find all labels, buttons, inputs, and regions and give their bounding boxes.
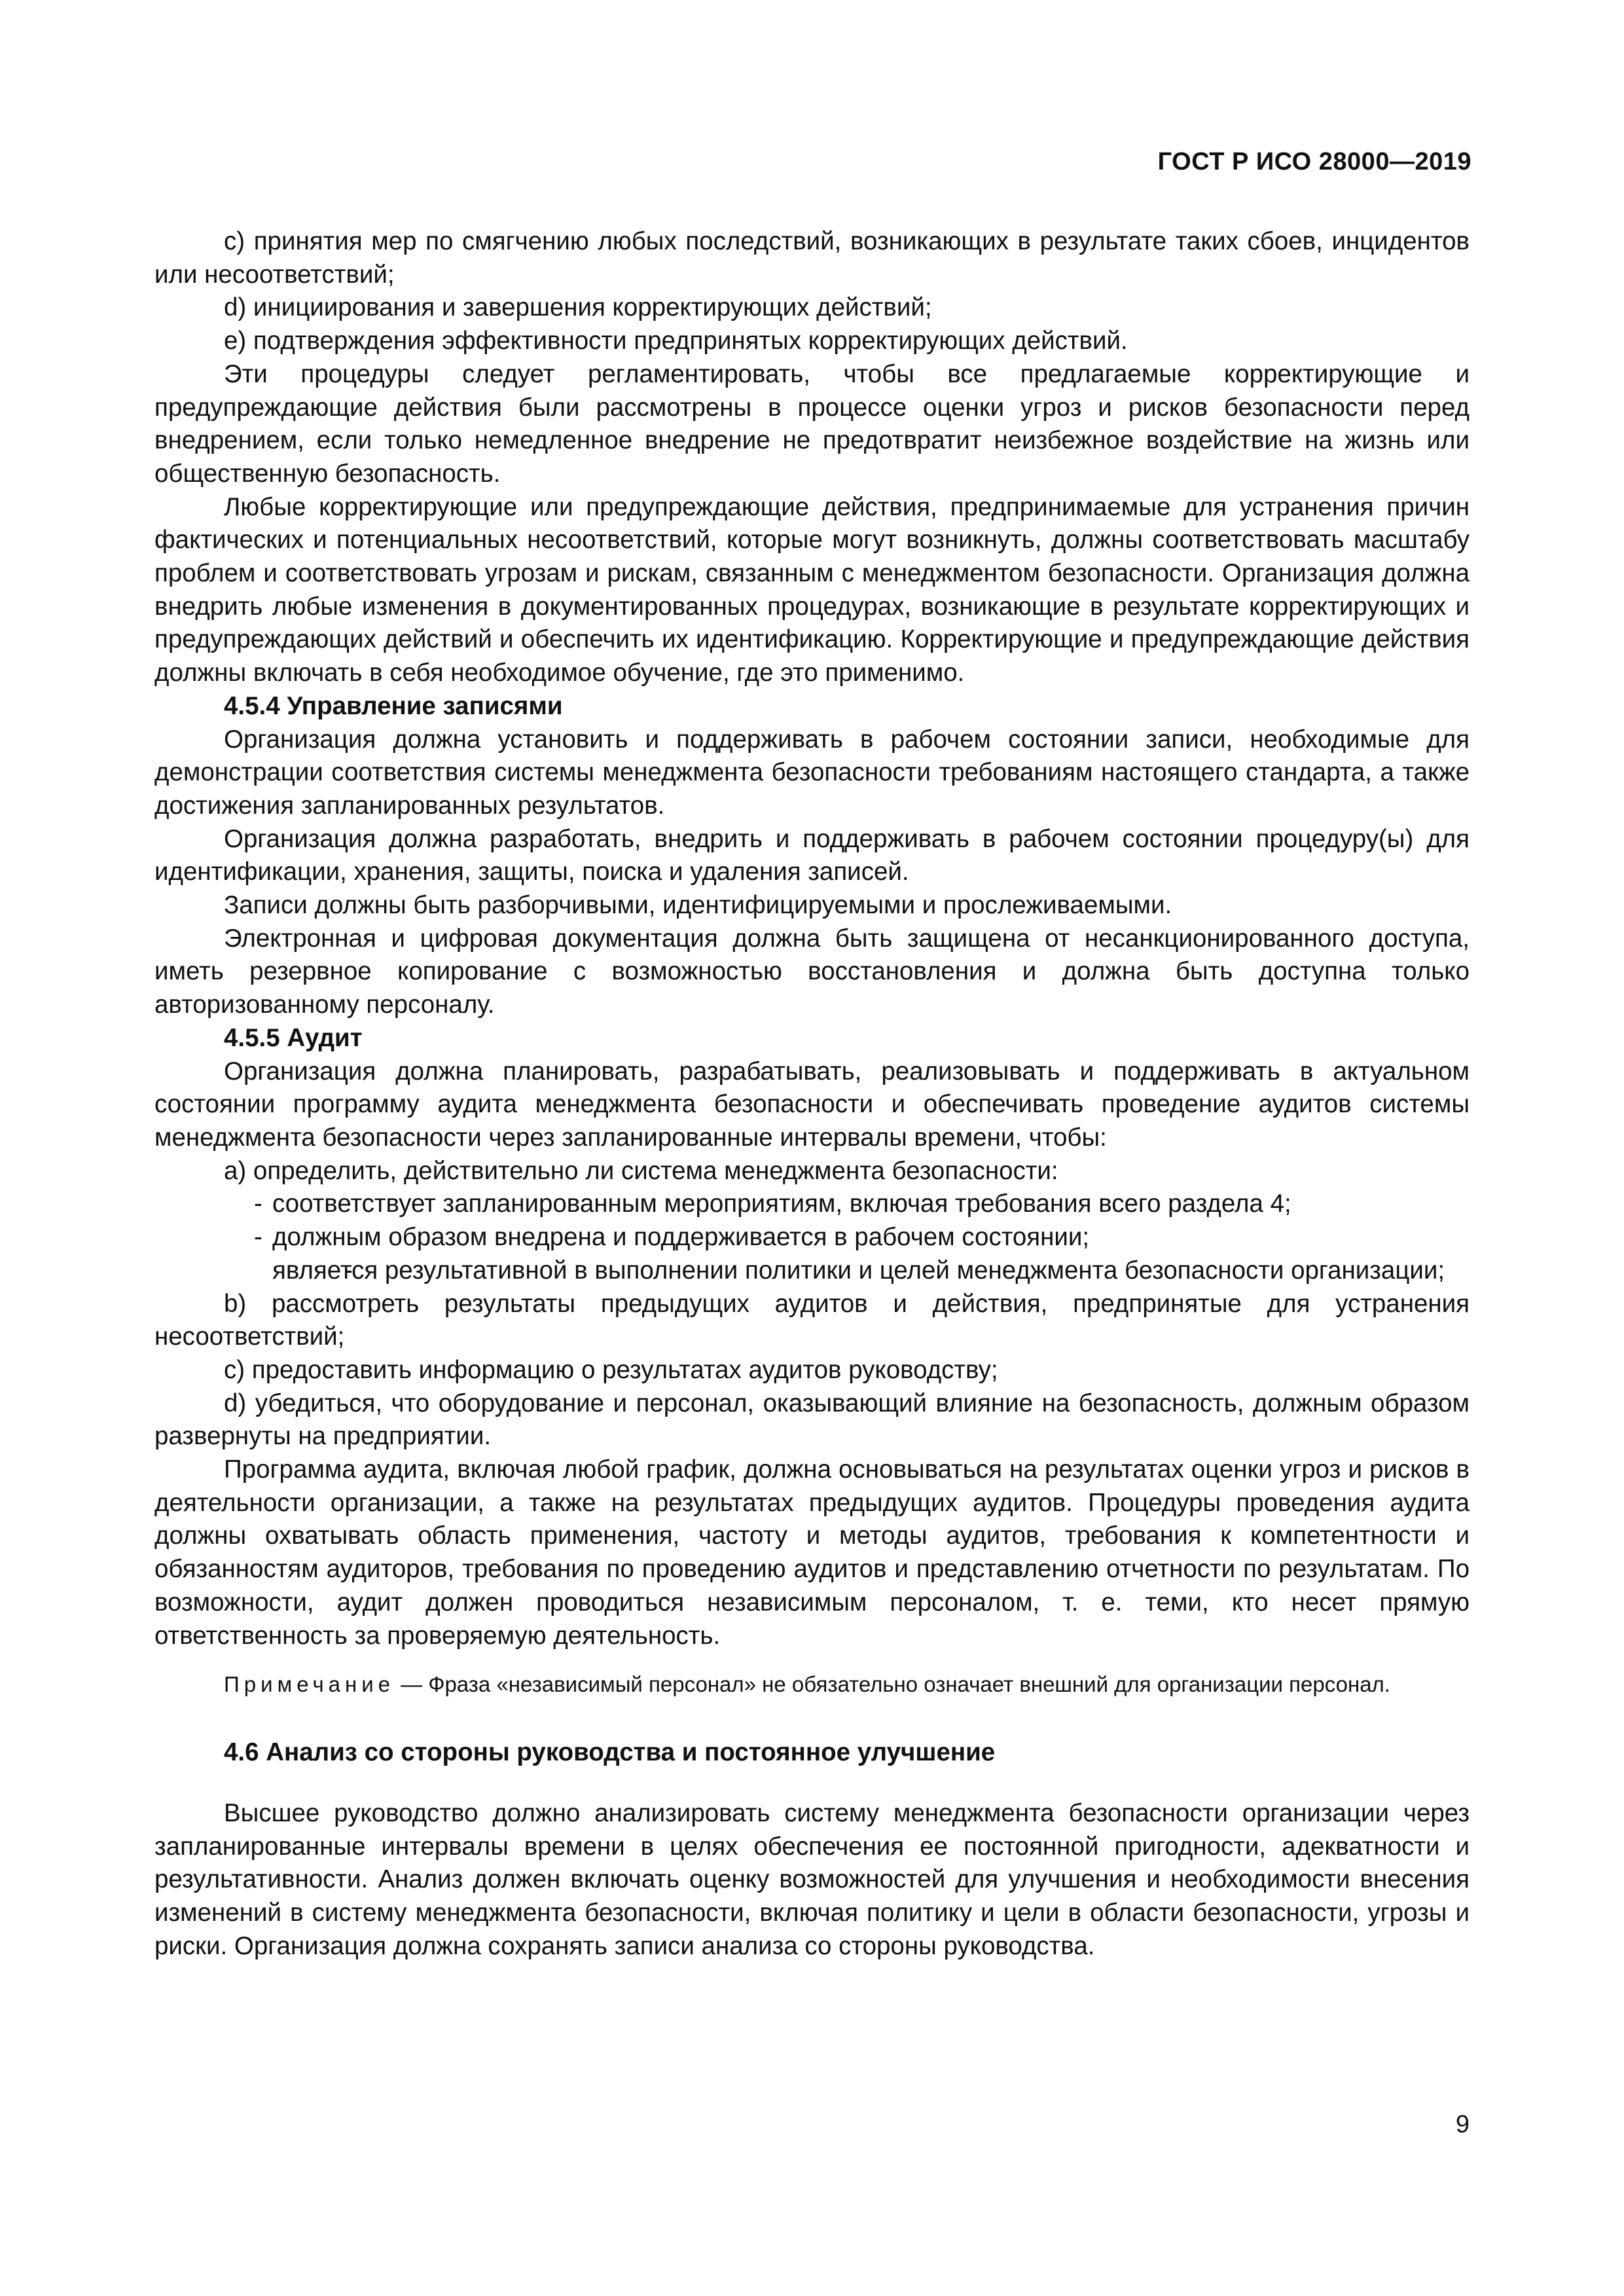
note-text: — Фраза «независимый персонал» не обязательно означает внешний для организации персонал.: [395, 1672, 1390, 1697]
section-heading-4-5-4: 4.5.4 Управление записями: [224, 691, 563, 720]
note-label: Примечание: [224, 1672, 395, 1697]
dash-item-text: должным образом внедрена и поддерживается в рабочем состоянии;: [272, 1223, 1090, 1252]
standard-code-header: ГОСТ Р ИСО 28000—2019: [1157, 148, 1471, 175]
list-item-b: b) рассмотреть результаты предыдущих аудитов и действия, предпринятые для устранения несоответствий;: [154, 1289, 1470, 1351]
paragraph: Записи должны быть разборчивыми, идентифицируемыми и прослеживаемыми.: [224, 891, 1172, 920]
paragraph: Организация должна установить и поддерживать в рабочем состоянии записи, необходимые для демонстрации соответствия системы менеджмента безопасности требованиям настоящего стандарта, а также достижения запланированных результатов.: [154, 725, 1470, 820]
page-content: [154, 225, 1470, 1963]
paragraph: Эти процедуры следует регламентировать, чтобы все предлагаемые корректирующие и предупреждающие действия были рассмотрены в процессе оценки угроз и рисков безопасности перед внедрением, если только немедленное внедрение не предотвратит неизбежное воздействие на жизнь или общественную безопасность.: [154, 359, 1470, 488]
note: [154, 1669, 1470, 1699]
dash-item-text: соответствует запланированным мероприятиям, включая требования всего раздела 4;: [272, 1190, 1291, 1218]
paragraph: Электронная и цифровая документация должна быть защищена от несанкционированного доступа, иметь резервное копирование с возможностью восстановления и должна быть доступна только авторизованному персоналу.: [154, 924, 1470, 1019]
paragraph: Программа аудита, включая любой график, должна основываться на результатах оценки угроз и рисков в деятельности организации, а также на результатах предыдущих аудитов. Процедуры проведения аудита должны охватывать область применения, частоту и методы аудитов, требования к компетентности и обязанностям аудиторов, требования по проведению аудитов и представлению отчетности по результатам. По возможности, аудит должен проводиться независимым персоналом, т. е. теми, кто несет прямую ответственность за проверяемую деятельность.: [154, 1455, 1470, 1650]
paragraph: Высшее руководство должно анализировать систему менеджмента безопасности организации через запланированные интервалы времени в целях обеспечения ее постоянной пригодности, адекватности и результативности. Анализ должен включать оценку возможностей для улучшения и необходимости внесения изменений в систему менеджмента безопасности, включая политику и цели в области безопасности, угрозы и риски. Организация должна сохранять записи анализа со стороны руководства.: [154, 1798, 1470, 1960]
dash-item: [154, 1254, 1470, 1288]
paragraph: Организация должна разработать, внедрить и поддерживать в рабочем состоянии процедуру(ы) для идентификации, хранения, защиты, поиска и удаления записей.: [154, 824, 1470, 886]
dash-item-text: является результативной в выполнении политики и целей менеджмента безопасности организации;: [272, 1256, 1445, 1285]
page-number: 9: [1455, 2111, 1470, 2138]
paragraph: Организация должна планировать, разрабатывать, реализовывать и поддерживать в актуальном состоянии программу аудита менеджмента безопасности и обеспечивать проведение аудитов системы менеджмента безопасности через запланированные интервалы времени, чтобы:: [154, 1057, 1470, 1152]
dash-item: [154, 1188, 1470, 1221]
section-heading-4-6: 4.6 Анализ со стороны руководства и постоянное улучшение: [224, 1738, 996, 1767]
list-item-e: e) подтверждения эффективности предпринятых корректирующих действий.: [224, 327, 1128, 355]
list-item-a: a) определить, действительно ли система менеджмента безопасности:: [224, 1156, 1058, 1185]
list-item-d: d) инициирования и завершения корректирующих действий;: [224, 293, 932, 322]
list-item-c: c) принятия мер по смягчению любых последствий, возникающих в результате таких сбоев, инцидентов или несоответствий;: [154, 227, 1470, 289]
list-item-d: d) убедиться, что оборудование и персонал, оказывающий влияние на безопасность, должным образом развернуты на предприятии.: [154, 1389, 1470, 1451]
section-heading-4-5-5: 4.5.5 Аудит: [224, 1023, 363, 1052]
dash-item: [154, 1221, 1470, 1254]
paragraph: Любые корректирующие или предупреждающие действия, предпринимаемые для устранения причин фактических и потенциальных несоответствий, которые могут возникнуть, должны соответствовать масштабу проблем и соответствовать угрозам и рискам, связанным с менеджментом безопасности. Организация должна внедрить любые изменения в документированных процедурах, возникающие в результате корректирующих и предупреждающих действий и обеспечить их идентификацию. Корректирующие и предупреждающие действия должны включать в себя необходимое обучение, где это применимо.: [154, 492, 1470, 687]
list-item-c: c) предоставить информацию о результатах аудитов руководству;: [224, 1355, 998, 1384]
